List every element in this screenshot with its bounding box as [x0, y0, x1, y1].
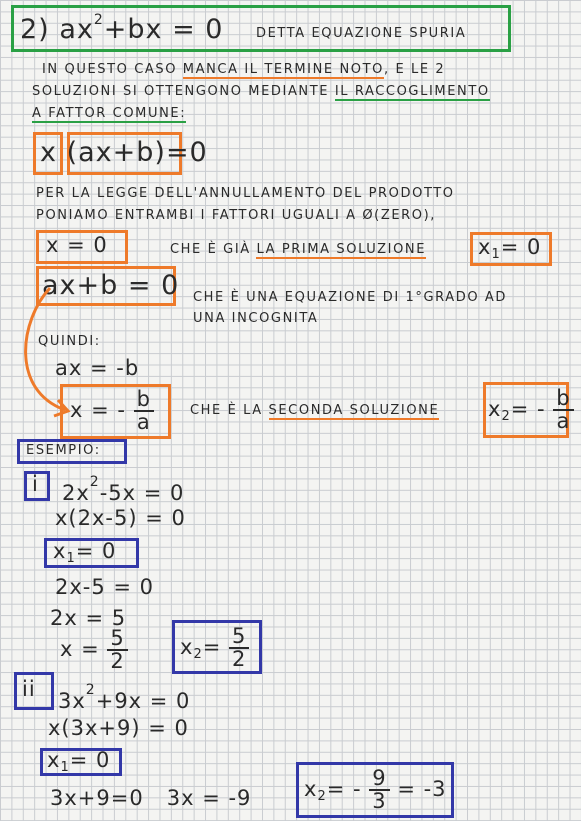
ex2-sol1-sub: 1 — [60, 760, 70, 775]
ex2-factored: x(3x+9) = 0 — [48, 716, 189, 740]
ex1-step-2: 2x = 5 — [50, 606, 127, 630]
first-text-b: LA PRIMA SOLUZIONE — [256, 242, 427, 257]
factored-eq: =0 — [165, 137, 208, 168]
intro-l1c: , E LE 2 — [383, 62, 446, 77]
title-label: DETTA EQUAZIONE SPURIA — [256, 26, 467, 41]
quindi-label: QUINDI: — [38, 334, 101, 349]
intro-l1b: MANCA IL TERMINE NOTO — [182, 62, 384, 77]
second-text-b: SECONDA SOLUZIONE — [268, 403, 440, 418]
intro-line-3: A FATTOR COMUNE: — [32, 106, 187, 121]
ex1-sol1-sub: 1 — [66, 551, 76, 566]
second-eq-text-2: UNA INCOGNITA — [193, 311, 319, 326]
ex2-eq-b: +9x = 0 — [95, 689, 191, 713]
law-line-2: PONIAMO ENTRAMBI I FATTORI UGUALI A Ø(ZERO), — [36, 208, 437, 223]
ex1-step-3 — [60, 628, 128, 672]
ex2-eq-a: 3x — [58, 689, 86, 713]
second-eq-text-1: CHE È UNA EQUAZIONE DI 1°GRADO AD — [193, 290, 508, 305]
intro-l2a: SOLUZIONI SI OTTENGONO MEDIANTE — [32, 84, 335, 99]
ex1-sol2-eq: = — [202, 635, 222, 659]
ex2-step-1: 3x+9=0 3x = -9 — [50, 786, 252, 810]
ex2-sol2-fraction — [369, 768, 389, 812]
ex1-step-1: 2x-5 = 0 — [55, 575, 155, 599]
second-sol-sub: 2 — [501, 409, 511, 424]
ex1-s3-lhs: x = — [60, 637, 100, 661]
second-sol-num: b — [553, 388, 573, 411]
ex1-sol2-x: x — [180, 635, 194, 659]
intro-l1a: IN QUESTO CASO — [42, 62, 183, 77]
first-text-a: CHE È GIÀ — [170, 242, 257, 257]
ex1-s3-den: 2 — [110, 649, 125, 673]
second-solution — [488, 388, 574, 432]
step-eq: ax = -b — [55, 356, 140, 380]
first-sol-sub: 1 — [491, 247, 501, 262]
ex2-sol2-x: x — [304, 777, 318, 801]
ex2-sol2-eq: = - — [326, 777, 362, 801]
second-eq: ax+b = 0 — [42, 270, 180, 301]
ex1-sol2-num: 5 — [229, 626, 249, 649]
title-bx: +bx = 0 — [103, 14, 224, 45]
ex1-label: i — [32, 472, 39, 496]
first-solution — [478, 235, 541, 262]
factored-equation — [40, 137, 208, 168]
title-exponent: 2 — [93, 12, 104, 28]
first-sol-x: x — [478, 235, 492, 259]
ex1-sol2-fraction — [229, 626, 249, 670]
second-sol-x: x — [488, 397, 502, 421]
intro-l2b: IL RACCOGLIMENTO — [334, 84, 490, 99]
ex1-factored: x(2x-5) = 0 — [55, 506, 186, 530]
first-sol-val: = 0 — [500, 235, 542, 259]
second-sol-fraction — [553, 388, 573, 432]
second-text-a: CHE È LA — [190, 403, 269, 418]
ex1-eq-b: -5x = 0 — [99, 481, 185, 505]
ex1-equation — [62, 474, 184, 505]
ex1-s3-num: 5 — [107, 628, 127, 651]
ex2-equation — [58, 682, 190, 713]
ex2-sol1 — [47, 748, 110, 775]
second-fraction — [134, 389, 154, 433]
ex2-sol2 — [304, 768, 447, 812]
title-equation — [20, 12, 223, 45]
ex2-sol1-x: x — [47, 748, 61, 772]
ex2-sol2-sub: 2 — [317, 789, 327, 804]
title-ax: ax — [59, 14, 94, 45]
ex1-s3-fraction — [107, 628, 127, 672]
second-num: b — [134, 389, 154, 412]
intro-line-2 — [32, 84, 490, 99]
ex2-sol2-num: 9 — [369, 768, 389, 791]
ex1-sol1-x: x — [53, 539, 67, 563]
factored-rest: (ax+b) — [66, 137, 166, 168]
ex2-sol2-den: 3 — [372, 789, 387, 813]
second-text — [190, 403, 439, 418]
ex1-sol2-sub: 2 — [193, 647, 203, 662]
ex1-eq-a: 2x — [62, 481, 90, 505]
second-sol-eq: = - — [510, 397, 546, 421]
ex1-eq-exp: 2 — [89, 474, 100, 490]
title-number: 2) — [20, 14, 50, 45]
ex1-sol2 — [180, 626, 249, 670]
ex1-sol1 — [53, 539, 116, 566]
ex2-sol1-val: = 0 — [69, 748, 111, 772]
esempio-label: ESEMPIO: — [26, 443, 101, 458]
first-text — [170, 242, 426, 257]
second-lhs-text: x = - — [70, 398, 126, 422]
ex1-sol1-val: = 0 — [75, 539, 117, 563]
second-sol-den: a — [556, 409, 571, 433]
law-line-1: PER LA LEGGE DELL'ANNULLAMENTO DEL PRODOTTO — [36, 186, 455, 201]
second-den: a — [136, 410, 151, 434]
ex1-sol2-den: 2 — [232, 647, 247, 671]
intro-line-1 — [42, 62, 445, 77]
factored-x: x — [40, 137, 57, 168]
ex2-label: ii — [22, 677, 36, 701]
ex2-sol2-res: = -3 — [397, 777, 447, 801]
first-eq: x = 0 — [46, 233, 108, 257]
second-lhs — [70, 389, 154, 433]
ex2-eq-exp: 2 — [85, 682, 96, 698]
